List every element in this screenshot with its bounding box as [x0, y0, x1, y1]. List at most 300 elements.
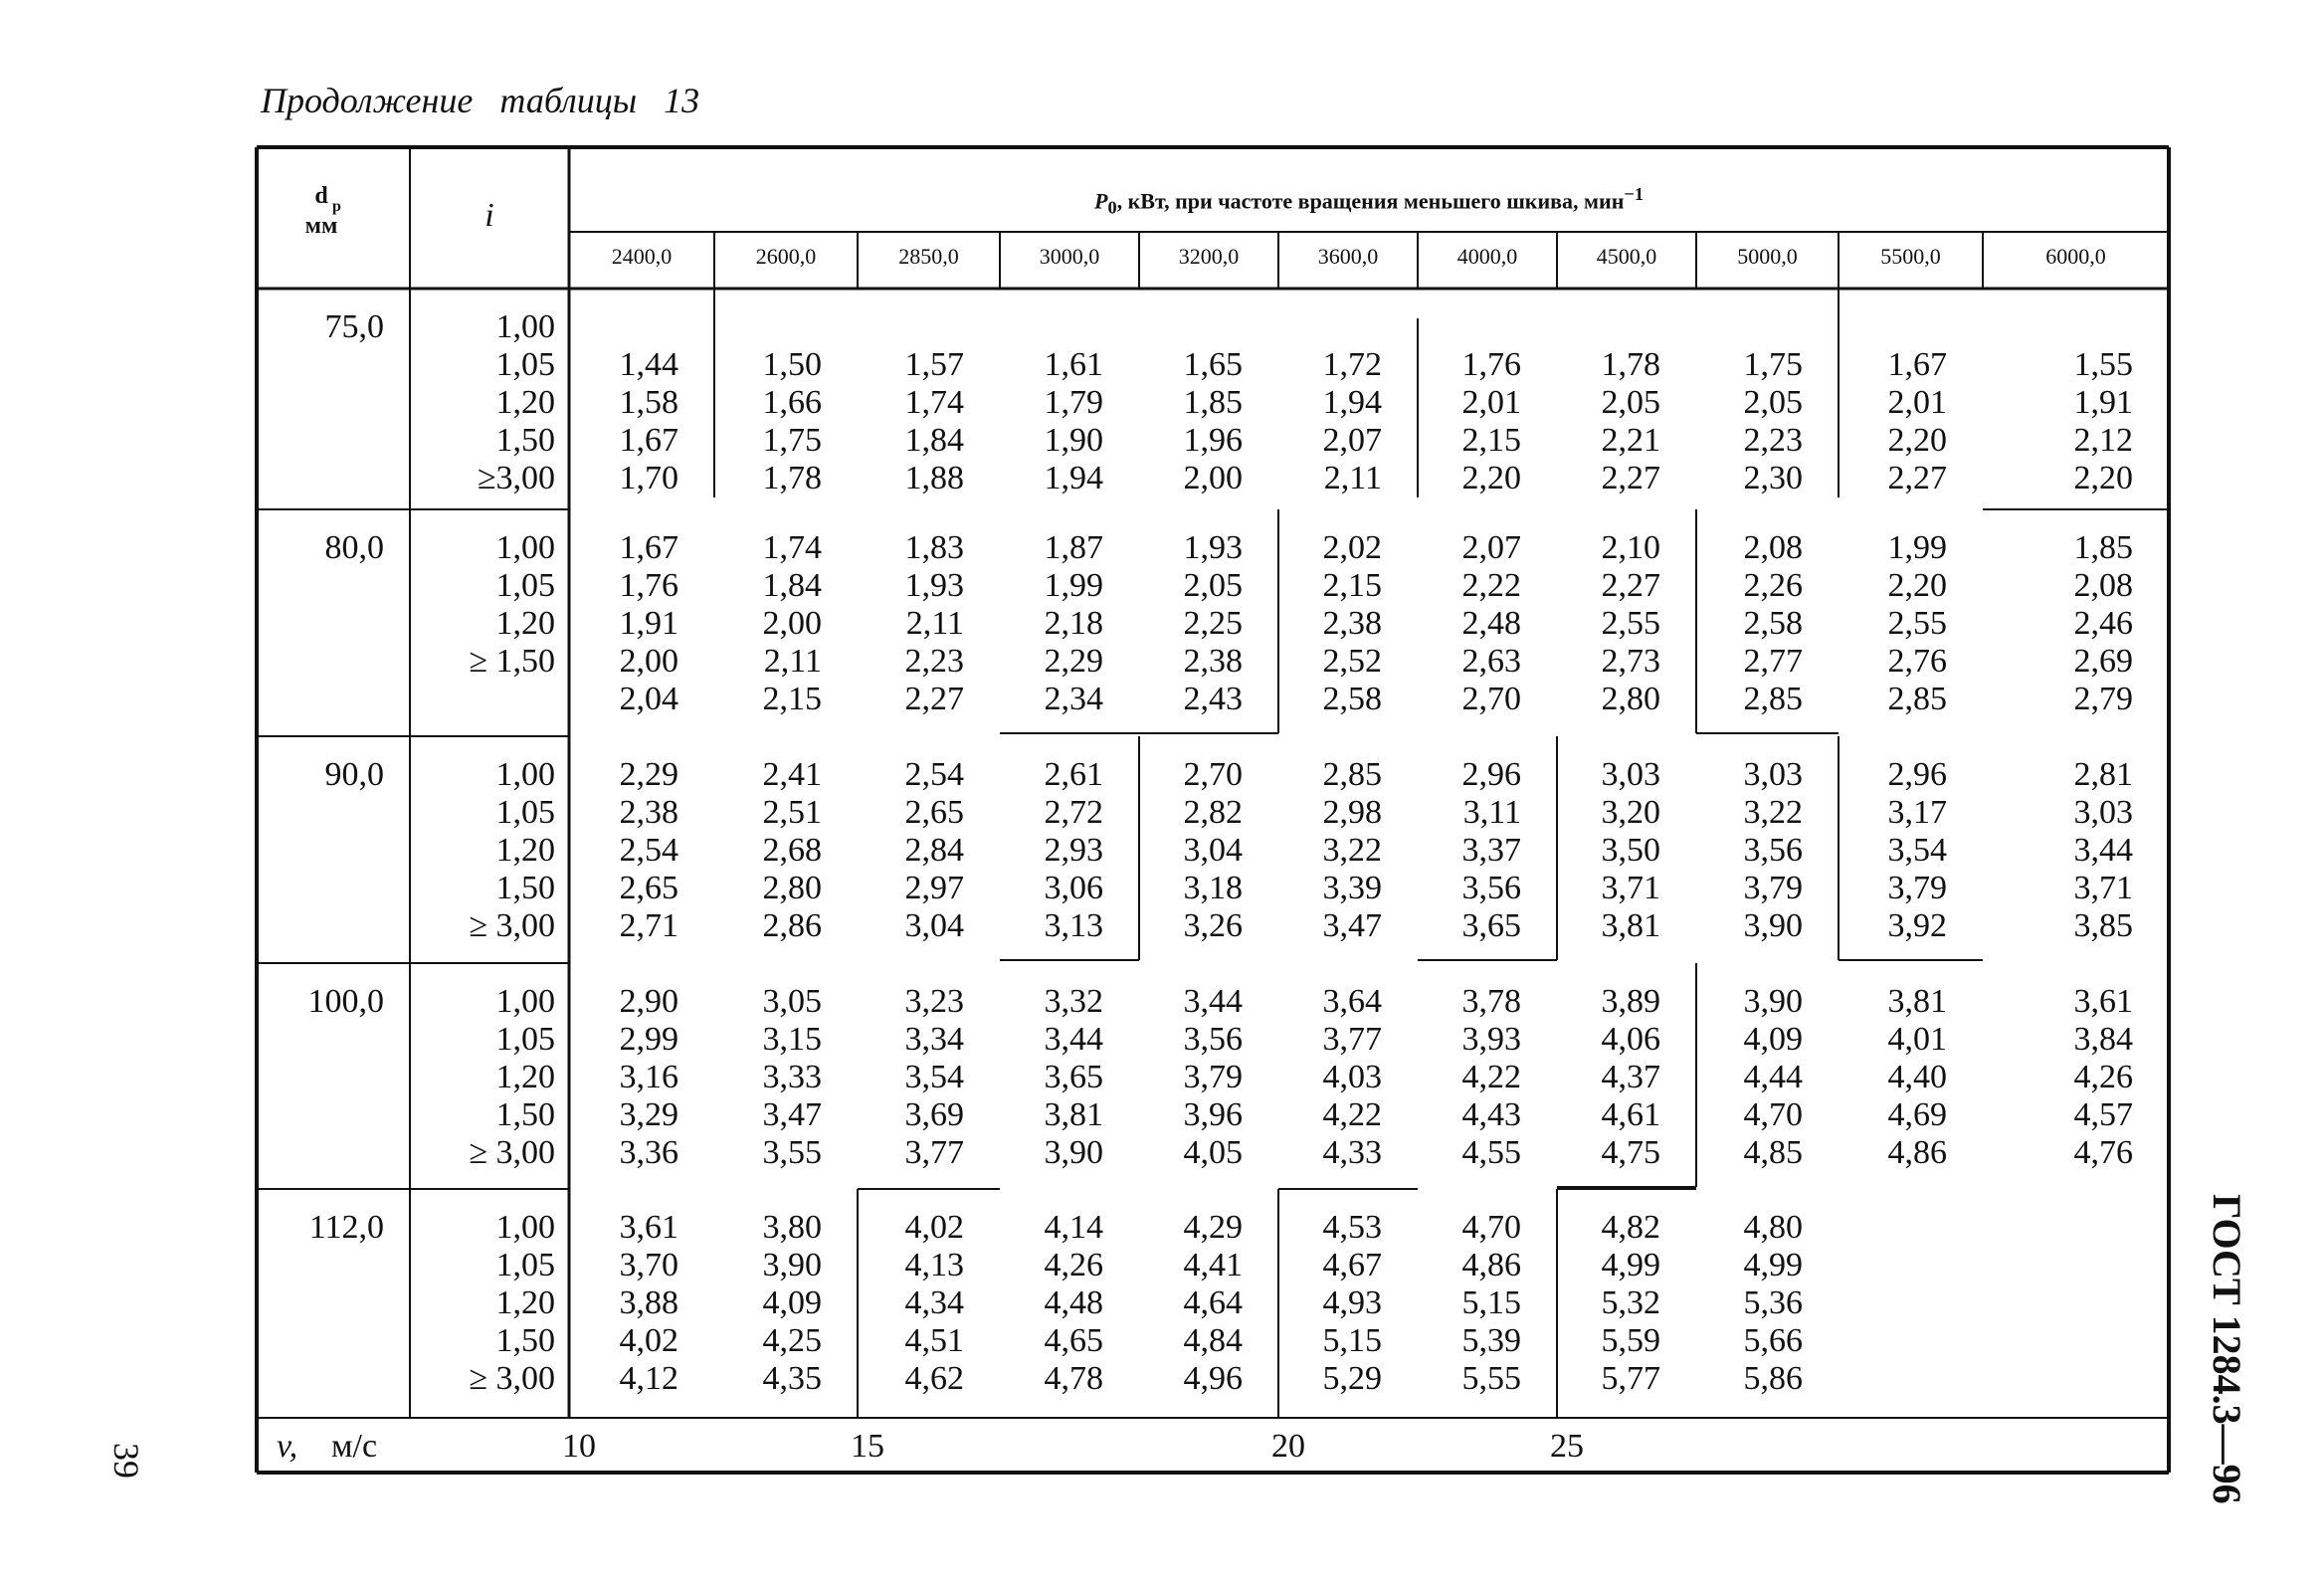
ratio-value: 1,20 — [495, 384, 555, 421]
ratio-value: ≥3,00 — [477, 460, 555, 496]
power-value: 1,70 — [619, 460, 678, 496]
d-header-subscript: р — [332, 198, 341, 215]
power-value: 1,74 — [762, 529, 822, 566]
power-value: 2,43 — [1183, 681, 1243, 717]
power-value: 2,38 — [1322, 605, 1382, 642]
power-value: 2,68 — [762, 832, 822, 869]
power-value: 3,79 — [1743, 870, 1803, 906]
power-value: 3,03 — [1743, 756, 1803, 793]
diameter-value: 90,0 — [324, 756, 384, 793]
power-value: 5,36 — [1743, 1284, 1803, 1321]
power-value: 2,23 — [904, 643, 964, 680]
power-value: 1,67 — [619, 529, 678, 566]
power-title-text: , кВт, при частоте вращения меньшего шкива, мин — [1116, 188, 1625, 214]
power-value: 4,43 — [1461, 1096, 1521, 1133]
power-value: 1,93 — [904, 567, 964, 604]
speed-unit: м/с — [331, 1428, 378, 1465]
power-value: 3,34 — [904, 1021, 964, 1058]
power-value: 4,96 — [1183, 1360, 1243, 1397]
power-value: 2,96 — [1887, 756, 1947, 793]
diameter-value: 112,0 — [308, 1209, 384, 1246]
power-value: 4,25 — [762, 1322, 822, 1359]
power-value: 5,15 — [1461, 1284, 1521, 1321]
power-value: 1,44 — [619, 346, 678, 383]
i-header-label: i — [484, 197, 494, 234]
power-value: 1,67 — [1887, 346, 1947, 383]
ratio-value: 1,20 — [495, 605, 555, 642]
power-value: 3,84 — [2073, 1021, 2133, 1058]
power-value: 3,77 — [1322, 1021, 1382, 1058]
power-value: 2,86 — [762, 907, 822, 944]
power-value: 3,16 — [619, 1059, 678, 1095]
power-value: 4,09 — [1743, 1021, 1803, 1058]
power-value: 3,81 — [1044, 1096, 1103, 1133]
power-value: 4,26 — [2073, 1059, 2133, 1095]
power-subscript: 0 — [1107, 197, 1117, 218]
power-value: 4,93 — [1322, 1284, 1382, 1321]
power-value: 4,22 — [1322, 1096, 1382, 1133]
ratio-value: 1,05 — [495, 567, 555, 604]
power-value: 4,85 — [1743, 1134, 1803, 1171]
power-value: 2,27 — [1887, 460, 1947, 496]
power-value: 2,08 — [1743, 529, 1803, 566]
power-value: 3,69 — [904, 1096, 964, 1133]
power-value: 4,44 — [1743, 1059, 1803, 1095]
power-value: 2,80 — [762, 870, 822, 906]
power-value: 1,55 — [2073, 346, 2133, 383]
power-value: 4,37 — [1601, 1059, 1660, 1095]
power-value: 2,27 — [1601, 460, 1660, 496]
speed-header-4: 3200,0 — [1178, 244, 1240, 269]
power-value: 2,20 — [1461, 460, 1521, 496]
power-value: 3,70 — [619, 1247, 678, 1283]
speed-tick-25: 25 — [1550, 1428, 1584, 1465]
power-value: 2,48 — [1461, 605, 1521, 642]
power-value: 2,07 — [1461, 529, 1521, 566]
power-value: 2,08 — [2073, 567, 2133, 604]
power-value: 3,89 — [1601, 983, 1660, 1020]
power-value: 2,01 — [1461, 384, 1521, 421]
speed-header-1: 2600,0 — [755, 244, 817, 269]
power-value: 3,96 — [1183, 1096, 1243, 1133]
ratio-value: 1,20 — [495, 1284, 555, 1321]
ratio-value: 1,05 — [495, 1247, 555, 1283]
power-value: 3,90 — [1044, 1134, 1103, 1171]
power-value: 2,55 — [1601, 605, 1660, 642]
power-value: 2,90 — [619, 983, 678, 1020]
power-value: 3,29 — [619, 1096, 678, 1133]
ratio-value: 1,50 — [495, 1322, 555, 1359]
ratio-value: 1,20 — [495, 832, 555, 869]
power-value: 2,65 — [619, 870, 678, 906]
power-value: 1,88 — [904, 460, 964, 496]
power-value: 1,78 — [762, 460, 822, 496]
power-value: 1,75 — [1743, 346, 1803, 383]
power-value: 4,53 — [1322, 1209, 1382, 1246]
power-value: 2,11 — [905, 605, 964, 642]
power-value: 2,58 — [1322, 681, 1382, 717]
power-value: 3,56 — [1743, 832, 1803, 869]
speed-header-3: 3000,0 — [1039, 244, 1100, 269]
speed-header-7: 4500,0 — [1596, 244, 1657, 269]
power-value: 2,70 — [1461, 681, 1521, 717]
power-value: 2,15 — [1322, 567, 1382, 604]
power-value: 3,32 — [1044, 983, 1103, 1020]
power-value: 5,32 — [1601, 1284, 1660, 1321]
power-value: 5,15 — [1322, 1322, 1382, 1359]
power-value: 1,74 — [904, 384, 964, 421]
power-value: 2,00 — [619, 643, 678, 680]
power-value: 2,85 — [1887, 681, 1947, 717]
document-id: ГОСТ 1284.3—96 — [2205, 1194, 2249, 1504]
power-value: 1,85 — [2073, 529, 2133, 566]
power-value: 2,65 — [904, 794, 964, 831]
power-value: 4,03 — [1322, 1059, 1382, 1095]
power-value: 2,21 — [1601, 422, 1660, 459]
power-value: 1,58 — [619, 384, 678, 421]
power-value: 4,01 — [1887, 1021, 1947, 1058]
power-value: 3,04 — [904, 907, 964, 944]
power-value: 4,35 — [762, 1360, 822, 1397]
power-value: 4,09 — [762, 1284, 822, 1321]
power-value: 4,70 — [1461, 1209, 1521, 1246]
power-value: 5,59 — [1601, 1322, 1660, 1359]
power-value: 2,84 — [904, 832, 964, 869]
power-value: 3,03 — [1601, 756, 1660, 793]
power-value: 3,17 — [1887, 794, 1947, 831]
power-value: 3,77 — [904, 1134, 964, 1171]
power-value: 2,97 — [904, 870, 964, 906]
d-header-label: d — [314, 183, 328, 209]
power-value: 1,99 — [1044, 567, 1103, 604]
power-value: 3,44 — [1183, 983, 1243, 1020]
power-value: 4,69 — [1887, 1096, 1947, 1133]
power-value: 4,76 — [2073, 1134, 2133, 1171]
power-value: 3,23 — [904, 983, 964, 1020]
power-value: 1,96 — [1183, 422, 1243, 459]
power-value: 3,11 — [1462, 794, 1521, 831]
power-value: 1,75 — [762, 422, 822, 459]
power-value: 2,71 — [619, 907, 678, 944]
power-value: 3,64 — [1322, 983, 1382, 1020]
power-value: 4,86 — [1461, 1247, 1521, 1283]
speed-header-10: 6000,0 — [2045, 244, 2106, 269]
power-value: 4,02 — [904, 1209, 964, 1246]
power-value: 2,82 — [1183, 794, 1243, 831]
power-value: 1,72 — [1322, 346, 1382, 383]
power-value: 2,41 — [762, 756, 822, 793]
speed-tick-10: 10 — [562, 1428, 596, 1465]
power-value: 2,38 — [1183, 643, 1243, 680]
power-value: 2,34 — [1044, 681, 1103, 717]
power-value: 3,33 — [762, 1059, 822, 1095]
power-value: 2,00 — [762, 605, 822, 642]
power-value: 2,01 — [1887, 384, 1947, 421]
page-number: 39 — [106, 1443, 146, 1478]
power-value: 2,00 — [1183, 460, 1243, 496]
power-value: 3,56 — [1183, 1021, 1243, 1058]
ratio-value: 1,00 — [495, 983, 555, 1020]
power-value: 2,15 — [1461, 422, 1521, 459]
power-value: 2,12 — [2073, 422, 2133, 459]
power-value: 3,54 — [904, 1059, 964, 1095]
power-value: 3,47 — [762, 1096, 822, 1133]
power-value: 1,91 — [619, 605, 678, 642]
power-value: 3,61 — [2073, 983, 2133, 1020]
speed-header-6: 4000,0 — [1456, 244, 1518, 269]
power-value: 2,27 — [904, 681, 964, 717]
power-value: 2,54 — [619, 832, 678, 869]
power-value: 3,71 — [1601, 870, 1660, 906]
power-value: 2,58 — [1743, 605, 1803, 642]
power-value: 4,22 — [1461, 1059, 1521, 1095]
power-value: 4,80 — [1743, 1209, 1803, 1246]
power-value: 2,46 — [2073, 605, 2133, 642]
power-value: 2,72 — [1044, 794, 1103, 831]
power-value: 2,70 — [1183, 756, 1243, 793]
power-value: 1,65 — [1183, 346, 1243, 383]
power-value: 2,05 — [1743, 384, 1803, 421]
power-value: 4,78 — [1044, 1360, 1103, 1397]
power-value: 5,55 — [1461, 1360, 1521, 1397]
ratio-value: 1,50 — [495, 422, 555, 459]
power-value: 4,86 — [1887, 1134, 1947, 1171]
power-value: 3,22 — [1743, 794, 1803, 831]
power-value: 3,81 — [1601, 907, 1660, 944]
power-value: 2,85 — [1743, 681, 1803, 717]
power-value: 2,99 — [619, 1021, 678, 1058]
power-column-title — [569, 185, 2169, 217]
power-value: 1,61 — [1044, 346, 1103, 383]
power-value: 2,11 — [1323, 460, 1382, 496]
power-value: 4,13 — [904, 1247, 964, 1283]
power-value: 4,40 — [1887, 1059, 1947, 1095]
power-value: 3,88 — [619, 1284, 678, 1321]
diameter-value: 100,0 — [307, 983, 384, 1020]
power-value: 2,20 — [1887, 422, 1947, 459]
power-value: 3,13 — [1044, 907, 1103, 944]
power-value: 2,85 — [1322, 756, 1382, 793]
power-value: 2,76 — [1887, 643, 1947, 680]
power-value: 4,84 — [1183, 1322, 1243, 1359]
power-value: 4,75 — [1601, 1134, 1660, 1171]
power-value: 2,27 — [1601, 567, 1660, 604]
power-value: 1,76 — [1461, 346, 1521, 383]
power-value: 3,47 — [1322, 907, 1382, 944]
power-value: 3,79 — [1887, 870, 1947, 906]
speed-header-9: 5500,0 — [1880, 244, 1941, 269]
power-value: 2,11 — [763, 643, 822, 680]
power-value: 2,52 — [1322, 643, 1382, 680]
power-value: 4,06 — [1601, 1021, 1660, 1058]
power-value: 3,78 — [1461, 983, 1521, 1020]
power-value: 4,70 — [1743, 1096, 1803, 1133]
diameter-value: 75,0 — [324, 308, 384, 345]
power-value: 3,44 — [1044, 1021, 1103, 1058]
power-value: 2,96 — [1461, 756, 1521, 793]
ratio-value: 1,50 — [495, 1096, 555, 1133]
diameter-value: 80,0 — [324, 529, 384, 566]
power-value: 3,18 — [1183, 870, 1243, 906]
ratio-value: 1,00 — [495, 1209, 555, 1246]
power-value: 3,03 — [2073, 794, 2133, 831]
power-value: 2,54 — [904, 756, 964, 793]
power-value: 2,23 — [1743, 422, 1803, 459]
speed-tick-15: 15 — [851, 1428, 884, 1465]
power-value: 2,80 — [1601, 681, 1660, 717]
power-value: 4,55 — [1461, 1134, 1521, 1171]
power-value: 4,82 — [1601, 1209, 1660, 1246]
speed-header-0: 2400,0 — [611, 244, 673, 269]
ratio-value: 1,00 — [495, 529, 555, 566]
power-value: 4,62 — [904, 1360, 964, 1397]
power-value: 1,84 — [762, 567, 822, 604]
power-value: 3,61 — [619, 1209, 678, 1246]
power-value: 2,55 — [1887, 605, 1947, 642]
power-value: 4,41 — [1183, 1247, 1243, 1283]
power-value: 3,80 — [762, 1209, 822, 1246]
power-value: 4,57 — [2073, 1096, 2133, 1133]
power-value: 2,79 — [2073, 681, 2133, 717]
power-value: 4,61 — [1601, 1096, 1660, 1133]
power-value: 3,04 — [1183, 832, 1243, 869]
power-value: 2,98 — [1322, 794, 1382, 831]
power-value: 3,37 — [1461, 832, 1521, 869]
power-value: 3,85 — [2073, 907, 2133, 944]
power-value: 3,81 — [1887, 983, 1947, 1020]
power-value: 4,12 — [619, 1360, 678, 1397]
power-symbol: P — [1094, 188, 1108, 214]
speed-header-8: 5000,0 — [1737, 244, 1798, 269]
power-value: 2,81 — [2073, 756, 2133, 793]
power-value: 4,51 — [904, 1322, 964, 1359]
ratio-value: 1,05 — [495, 1021, 555, 1058]
power-value: 3,54 — [1887, 832, 1947, 869]
ratio-value: 1,00 — [495, 756, 555, 793]
speed-label: v, — [277, 1428, 298, 1465]
power-value: 4,29 — [1183, 1209, 1243, 1246]
power-value: 4,67 — [1322, 1247, 1382, 1283]
speed-header-5: 3600,0 — [1317, 244, 1379, 269]
power-value: 5,86 — [1743, 1360, 1803, 1397]
power-value: 1,87 — [1044, 529, 1103, 566]
power-value: 3,90 — [762, 1247, 822, 1283]
power-value: 2,29 — [1044, 643, 1103, 680]
power-value: 5,39 — [1461, 1322, 1521, 1359]
power-value: 2,10 — [1601, 529, 1660, 566]
ratio-value: 1,05 — [495, 794, 555, 831]
power-value: 2,15 — [762, 681, 822, 717]
caption-word-1: Продолжение — [261, 81, 474, 120]
power-value: 1,67 — [619, 422, 678, 459]
power-value: 5,66 — [1743, 1322, 1803, 1359]
power-value: 3,65 — [1044, 1059, 1103, 1095]
power-value: 2,05 — [1601, 384, 1660, 421]
power-value: 1,57 — [904, 346, 964, 383]
power-value: 4,05 — [1183, 1134, 1243, 1171]
power-value: 3,20 — [1601, 794, 1660, 831]
power-value: 3,44 — [2073, 832, 2133, 869]
power-value: 3,55 — [762, 1134, 822, 1171]
power-value: 2,51 — [762, 794, 822, 831]
power-value: 1,50 — [762, 346, 822, 383]
power-value: 4,65 — [1044, 1322, 1103, 1359]
ratio-value: 1,00 — [495, 308, 555, 345]
power-value: 2,93 — [1044, 832, 1103, 869]
power-value: 3,79 — [1183, 1059, 1243, 1095]
power-value: 2,20 — [2073, 460, 2133, 496]
speed-tick-20: 20 — [1271, 1428, 1305, 1465]
power-value: 4,26 — [1044, 1247, 1103, 1283]
power-value: 3,92 — [1887, 907, 1947, 944]
ratio-value: ≥ 3,00 — [469, 907, 555, 944]
power-value: 2,61 — [1044, 756, 1103, 793]
power-value: 2,63 — [1461, 643, 1521, 680]
power-value: 4,48 — [1044, 1284, 1103, 1321]
power-value: 3,36 — [619, 1134, 678, 1171]
power-value: 2,04 — [619, 681, 678, 717]
power-value: 4,34 — [904, 1284, 964, 1321]
power-value: 4,64 — [1183, 1284, 1243, 1321]
caption-number: 13 — [664, 81, 700, 120]
power-value: 1,78 — [1601, 346, 1660, 383]
power-value: 1,90 — [1044, 422, 1103, 459]
power-value: 2,30 — [1743, 460, 1803, 496]
caption-word-2: таблицы — [499, 81, 638, 120]
power-value: 2,07 — [1322, 422, 1382, 459]
power-value: 2,22 — [1461, 567, 1521, 604]
power-value: 1,83 — [904, 529, 964, 566]
ratio-value: ≥ 3,00 — [469, 1360, 555, 1397]
power-value: 2,26 — [1743, 567, 1803, 604]
power-value: 2,38 — [619, 794, 678, 831]
power-value: 3,71 — [2073, 870, 2133, 906]
power-value: 2,25 — [1183, 605, 1243, 642]
power-value: 2,77 — [1743, 643, 1803, 680]
power-value: 3,50 — [1601, 832, 1660, 869]
power-value: 1,79 — [1044, 384, 1103, 421]
power-value: 4,33 — [1322, 1134, 1382, 1171]
power-value: 1,91 — [2073, 384, 2133, 421]
power-value: 5,77 — [1601, 1360, 1660, 1397]
power-value: 2,20 — [1887, 567, 1947, 604]
power-value: 2,29 — [619, 756, 678, 793]
power-value: 2,02 — [1322, 529, 1382, 566]
power-value: 3,06 — [1044, 870, 1103, 906]
power-value: 1,93 — [1183, 529, 1243, 566]
power-superscript: −1 — [1624, 184, 1644, 204]
power-value: 4,14 — [1044, 1209, 1103, 1246]
power-value: 3,93 — [1461, 1021, 1521, 1058]
ratio-value: ≥ 3,00 — [469, 1134, 555, 1171]
power-value: 3,26 — [1183, 907, 1243, 944]
power-value: 2,69 — [2073, 643, 2133, 680]
power-value: 2,05 — [1183, 567, 1243, 604]
power-value: 1,94 — [1322, 384, 1382, 421]
ratio-value: 1,05 — [495, 346, 555, 383]
power-value: 3,15 — [762, 1021, 822, 1058]
ratio-value: 1,50 — [495, 870, 555, 906]
power-value: 5,29 — [1322, 1360, 1382, 1397]
power-value: 3,39 — [1322, 870, 1382, 906]
power-value: 3,90 — [1743, 983, 1803, 1020]
power-value: 1,66 — [762, 384, 822, 421]
power-value: 1,94 — [1044, 460, 1103, 496]
power-value: 1,84 — [904, 422, 964, 459]
power-value: 1,76 — [619, 567, 678, 604]
power-value: 4,02 — [619, 1322, 678, 1359]
power-value: 1,85 — [1183, 384, 1243, 421]
